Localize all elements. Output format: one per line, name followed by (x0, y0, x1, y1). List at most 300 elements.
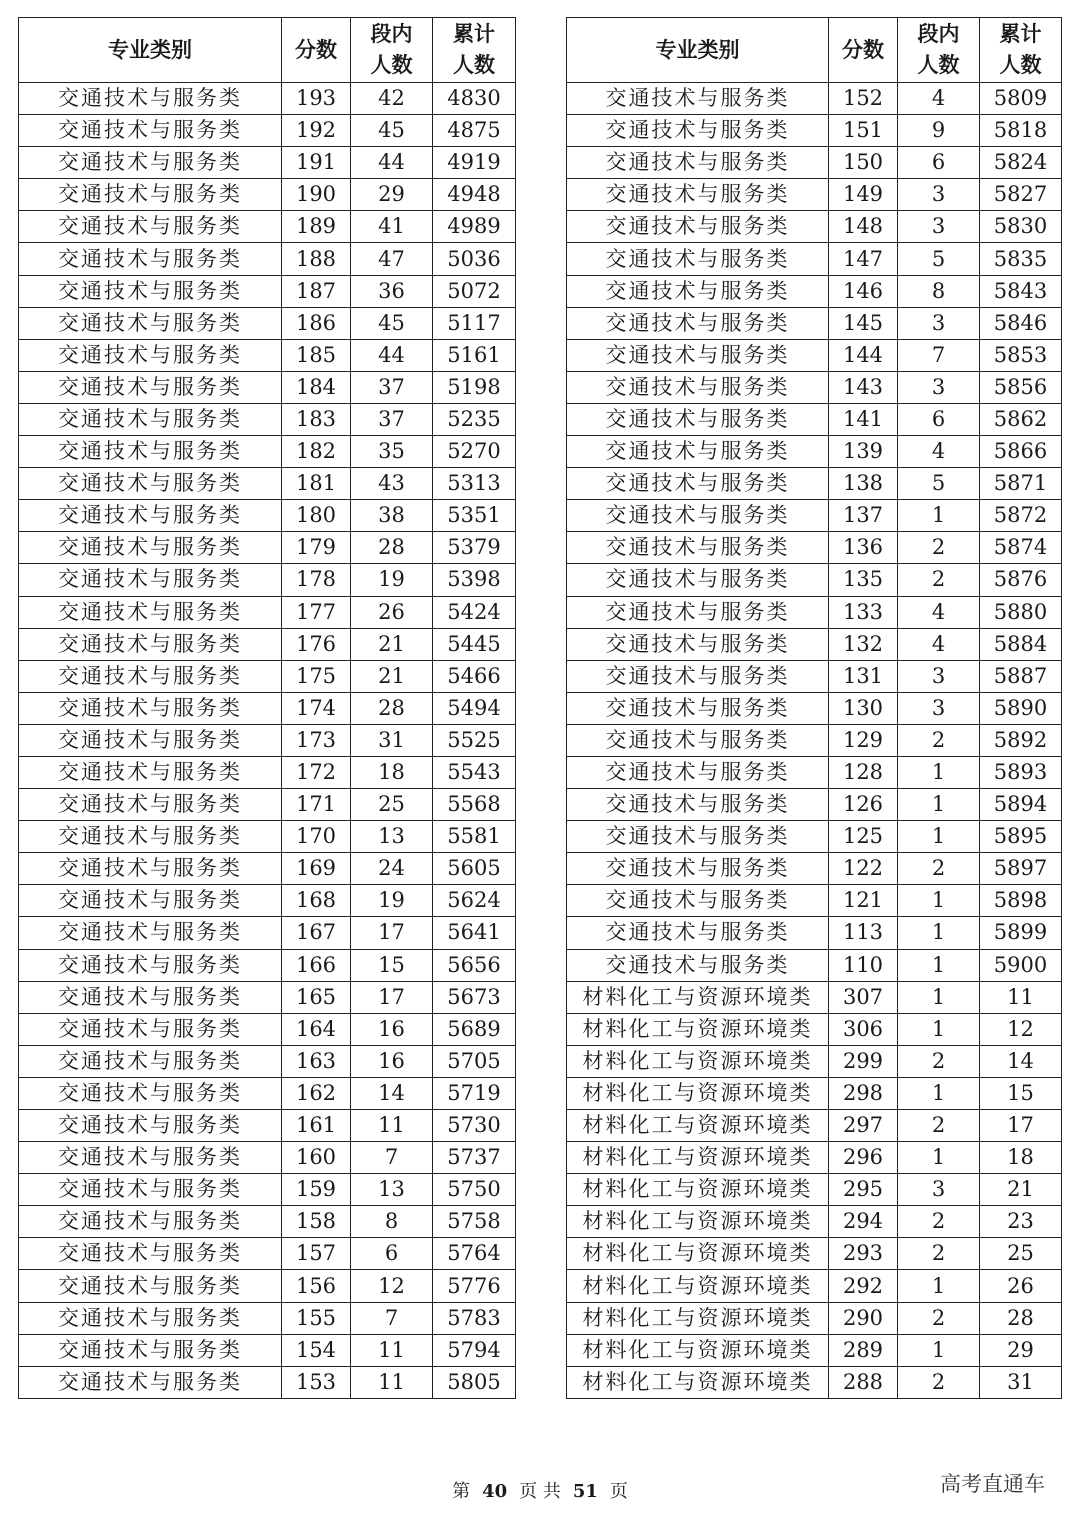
cell-category: 交通技术与服务类 (19, 179, 282, 211)
cell-score: 173 (282, 724, 351, 756)
cell-category: 交通技术与服务类 (19, 1238, 282, 1270)
cell-segment-count: 26 (351, 596, 433, 628)
cell-score: 162 (282, 1077, 351, 1109)
table-row (19, 1174, 516, 1206)
cell-segment-count: 13 (351, 821, 433, 853)
cell-category: 交通技术与服务类 (19, 853, 282, 885)
header-text: 累计 人数 (453, 22, 495, 77)
cell-cumulative-count: 5758 (433, 1206, 516, 1238)
cell-segment-count: 8 (898, 275, 980, 307)
cell-category: 交通技术与服务类 (19, 981, 282, 1013)
table-row (567, 1206, 1062, 1238)
cell-score: 176 (282, 628, 351, 660)
cell-category: 交通技术与服务类 (19, 724, 282, 756)
footer-page-number: 40 (482, 1481, 508, 1502)
cell-category: 交通技术与服务类 (19, 789, 282, 821)
table-row (19, 211, 516, 243)
cell-segment-count: 2 (898, 724, 980, 756)
cell-segment-count: 3 (898, 211, 980, 243)
cell-cumulative-count: 5737 (433, 1142, 516, 1174)
cell-category: 交通技术与服务类 (567, 115, 829, 147)
cell-cumulative-count: 14 (980, 1045, 1062, 1077)
cell-segment-count: 1 (898, 917, 980, 949)
cell-category: 交通技术与服务类 (567, 339, 829, 371)
table-row (19, 1045, 516, 1077)
table-row (567, 436, 1062, 468)
table-header-row (19, 18, 516, 83)
cell-score: 299 (829, 1045, 898, 1077)
footer-mid: 页 共 (519, 1481, 561, 1502)
cell-segment-count: 36 (351, 275, 433, 307)
table-row (567, 1045, 1062, 1077)
cell-segment-count: 3 (898, 307, 980, 339)
cell-score: 181 (282, 468, 351, 500)
table-row (567, 1366, 1062, 1398)
cell-segment-count: 2 (898, 532, 980, 564)
cell-category: 材料化工与资源环境类 (567, 1174, 829, 1206)
cell-score: 137 (829, 500, 898, 532)
cell-category: 交通技术与服务类 (19, 1077, 282, 1109)
cell-segment-count: 2 (898, 853, 980, 885)
cell-score: 135 (829, 564, 898, 596)
table-body-left (19, 83, 516, 1399)
cell-score: 147 (829, 243, 898, 275)
cell-category: 交通技术与服务类 (19, 532, 282, 564)
cell-cumulative-count: 5898 (980, 885, 1062, 917)
cell-score: 192 (282, 115, 351, 147)
cell-category: 交通技术与服务类 (567, 917, 829, 949)
cell-category: 交通技术与服务类 (567, 756, 829, 788)
table-row (567, 83, 1062, 115)
cell-score: 136 (829, 532, 898, 564)
score-table-right (566, 17, 1062, 1399)
cell-segment-count: 21 (351, 628, 433, 660)
cell-cumulative-count: 5900 (980, 949, 1062, 981)
cell-segment-count: 1 (898, 949, 980, 981)
cell-score: 164 (282, 1013, 351, 1045)
cell-segment-count: 1 (898, 1334, 980, 1366)
header-category: 专业类别 (19, 18, 282, 83)
cell-segment-count: 2 (898, 1366, 980, 1398)
cell-score: 187 (282, 275, 351, 307)
cell-score: 157 (282, 1238, 351, 1270)
cell-category: 交通技术与服务类 (19, 917, 282, 949)
cell-cumulative-count: 5884 (980, 628, 1062, 660)
cell-category: 材料化工与资源环境类 (567, 1334, 829, 1366)
cell-segment-count: 1 (898, 789, 980, 821)
cell-cumulative-count: 5895 (980, 821, 1062, 853)
table-row (567, 1013, 1062, 1045)
cell-category: 交通技术与服务类 (19, 1206, 282, 1238)
cell-score: 191 (282, 147, 351, 179)
table-row (567, 917, 1062, 949)
cell-cumulative-count: 5827 (980, 179, 1062, 211)
cell-category: 交通技术与服务类 (567, 147, 829, 179)
cell-score: 186 (282, 307, 351, 339)
cell-score: 171 (282, 789, 351, 821)
cell-segment-count: 11 (351, 1366, 433, 1398)
cell-cumulative-count: 5764 (433, 1238, 516, 1270)
table-row (19, 756, 516, 788)
cell-cumulative-count: 5036 (433, 243, 516, 275)
table-row (19, 500, 516, 532)
cell-category: 交通技术与服务类 (567, 660, 829, 692)
cell-score: 138 (829, 468, 898, 500)
cell-segment-count: 2 (898, 1302, 980, 1334)
cell-segment-count: 14 (351, 1077, 433, 1109)
cell-score: 128 (829, 756, 898, 788)
table-body-right (567, 83, 1062, 1399)
header-text: 段内 人数 (917, 22, 960, 77)
table-row (567, 821, 1062, 853)
cell-score: 182 (282, 436, 351, 468)
cell-score: 159 (282, 1174, 351, 1206)
cell-category: 材料化工与资源环境类 (567, 1206, 829, 1238)
cell-cumulative-count: 5198 (433, 371, 516, 403)
cell-category: 交通技术与服务类 (567, 436, 829, 468)
cell-score: 170 (282, 821, 351, 853)
cell-category: 交通技术与服务类 (567, 724, 829, 756)
table-row (567, 949, 1062, 981)
cell-score: 110 (829, 949, 898, 981)
table-row (19, 1142, 516, 1174)
cell-category: 交通技术与服务类 (567, 596, 829, 628)
cell-category: 材料化工与资源环境类 (567, 1110, 829, 1142)
cell-segment-count: 18 (351, 756, 433, 788)
cell-cumulative-count: 5853 (980, 339, 1062, 371)
cell-cumulative-count: 5673 (433, 981, 516, 1013)
cell-category: 交通技术与服务类 (19, 660, 282, 692)
table-row (19, 596, 516, 628)
cell-cumulative-count: 5897 (980, 853, 1062, 885)
cell-category: 材料化工与资源环境类 (567, 1302, 829, 1334)
cell-score: 165 (282, 981, 351, 1013)
table-row (567, 564, 1062, 596)
table-header-row (567, 18, 1062, 83)
table-row (19, 853, 516, 885)
cell-cumulative-count: 5830 (980, 211, 1062, 243)
cell-cumulative-count: 5899 (980, 917, 1062, 949)
cell-category: 交通技术与服务类 (19, 403, 282, 435)
table-row (567, 468, 1062, 500)
cell-cumulative-count: 5783 (433, 1302, 516, 1334)
cell-cumulative-count: 5887 (980, 660, 1062, 692)
cell-cumulative-count: 5705 (433, 1045, 516, 1077)
cell-category: 交通技术与服务类 (19, 371, 282, 403)
table-row (19, 1302, 516, 1334)
table-row (19, 147, 516, 179)
table-row (19, 1013, 516, 1045)
brand-label: 高考直通车 (940, 1472, 1045, 1496)
cell-segment-count: 38 (351, 500, 433, 532)
cell-score: 131 (829, 660, 898, 692)
cell-category: 交通技术与服务类 (19, 1270, 282, 1302)
table-row (567, 307, 1062, 339)
cell-score: 290 (829, 1302, 898, 1334)
cell-category: 交通技术与服务类 (567, 211, 829, 243)
table-row (19, 628, 516, 660)
cell-category: 交通技术与服务类 (19, 692, 282, 724)
cell-segment-count: 43 (351, 468, 433, 500)
cell-cumulative-count: 5824 (980, 147, 1062, 179)
footer-prefix: 第 (452, 1481, 471, 1502)
table-row (567, 1238, 1062, 1270)
table-row (19, 115, 516, 147)
header-score: 分数 (829, 18, 898, 83)
cell-segment-count: 3 (898, 179, 980, 211)
cell-category: 交通技术与服务类 (19, 756, 282, 788)
cell-segment-count: 4 (898, 83, 980, 115)
cell-cumulative-count: 5805 (433, 1366, 516, 1398)
cell-segment-count: 4 (898, 628, 980, 660)
cell-category: 交通技术与服务类 (19, 628, 282, 660)
table-row (567, 1077, 1062, 1109)
cell-score: 183 (282, 403, 351, 435)
cell-category: 交通技术与服务类 (567, 179, 829, 211)
cell-score: 193 (282, 83, 351, 115)
cell-score: 148 (829, 211, 898, 243)
table-row (19, 339, 516, 371)
cell-segment-count: 12 (351, 1270, 433, 1302)
table-row (567, 179, 1062, 211)
table-row (19, 981, 516, 1013)
cell-cumulative-count: 12 (980, 1013, 1062, 1045)
cell-segment-count: 6 (351, 1238, 433, 1270)
cell-cumulative-count: 5161 (433, 339, 516, 371)
cell-score: 154 (282, 1334, 351, 1366)
cell-cumulative-count: 26 (980, 1270, 1062, 1302)
table-row (19, 724, 516, 756)
cell-cumulative-count: 5072 (433, 275, 516, 307)
cell-segment-count: 7 (351, 1142, 433, 1174)
cell-segment-count: 31 (351, 724, 433, 756)
cell-cumulative-count: 5313 (433, 468, 516, 500)
cell-cumulative-count: 31 (980, 1366, 1062, 1398)
cell-cumulative-count: 5605 (433, 853, 516, 885)
cell-score: 175 (282, 660, 351, 692)
table-row (19, 564, 516, 596)
table-row (567, 532, 1062, 564)
cell-category: 交通技术与服务类 (567, 403, 829, 435)
table-row (19, 1366, 516, 1398)
cell-score: 172 (282, 756, 351, 788)
cell-score: 141 (829, 403, 898, 435)
cell-segment-count: 28 (351, 692, 433, 724)
cell-category: 交通技术与服务类 (19, 1174, 282, 1206)
cell-segment-count: 29 (351, 179, 433, 211)
cell-cumulative-count: 4875 (433, 115, 516, 147)
cell-category: 交通技术与服务类 (19, 500, 282, 532)
cell-segment-count: 2 (898, 1238, 980, 1270)
cell-segment-count: 19 (351, 885, 433, 917)
cell-segment-count: 3 (898, 1174, 980, 1206)
cell-cumulative-count: 5890 (980, 692, 1062, 724)
cell-score: 179 (282, 532, 351, 564)
cell-cumulative-count: 5424 (433, 596, 516, 628)
cell-score: 122 (829, 853, 898, 885)
cell-cumulative-count: 21 (980, 1174, 1062, 1206)
table-row (567, 1334, 1062, 1366)
cell-category: 交通技术与服务类 (19, 1045, 282, 1077)
cell-segment-count: 45 (351, 307, 433, 339)
cell-cumulative-count: 29 (980, 1334, 1062, 1366)
cell-segment-count: 24 (351, 853, 433, 885)
cell-score: 185 (282, 339, 351, 371)
table-row (567, 500, 1062, 532)
table-row (19, 885, 516, 917)
cell-score: 126 (829, 789, 898, 821)
cell-cumulative-count: 5656 (433, 949, 516, 981)
cell-category: 交通技术与服务类 (567, 628, 829, 660)
cell-category: 交通技术与服务类 (19, 147, 282, 179)
header-score: 分数 (282, 18, 351, 83)
cell-score: 125 (829, 821, 898, 853)
table-row (19, 1110, 516, 1142)
cell-cumulative-count: 17 (980, 1110, 1062, 1142)
cell-category: 交通技术与服务类 (19, 1110, 282, 1142)
cell-category: 交通技术与服务类 (567, 468, 829, 500)
table-row (567, 724, 1062, 756)
cell-score: 146 (829, 275, 898, 307)
table-row (19, 1334, 516, 1366)
cell-segment-count: 37 (351, 371, 433, 403)
cell-segment-count: 1 (898, 1142, 980, 1174)
cell-segment-count: 25 (351, 789, 433, 821)
cell-score: 297 (829, 1110, 898, 1142)
cell-category: 交通技术与服务类 (19, 949, 282, 981)
cell-segment-count: 3 (898, 371, 980, 403)
cell-score: 189 (282, 211, 351, 243)
table-row (19, 179, 516, 211)
cell-score: 289 (829, 1334, 898, 1366)
cell-category: 交通技术与服务类 (567, 853, 829, 885)
cell-cumulative-count: 5846 (980, 307, 1062, 339)
cell-cumulative-count: 5843 (980, 275, 1062, 307)
table-row (567, 403, 1062, 435)
table-row (19, 403, 516, 435)
cell-category: 交通技术与服务类 (567, 821, 829, 853)
cell-score: 307 (829, 981, 898, 1013)
cell-score: 294 (829, 1206, 898, 1238)
table-row (567, 115, 1062, 147)
cell-segment-count: 4 (898, 436, 980, 468)
cell-cumulative-count: 4989 (433, 211, 516, 243)
cell-category: 交通技术与服务类 (567, 275, 829, 307)
cell-cumulative-count: 5445 (433, 628, 516, 660)
cell-score: 188 (282, 243, 351, 275)
cell-category: 材料化工与资源环境类 (567, 1013, 829, 1045)
cell-cumulative-count: 5876 (980, 564, 1062, 596)
cell-category: 交通技术与服务类 (19, 596, 282, 628)
cell-score: 155 (282, 1302, 351, 1334)
table-row (567, 596, 1062, 628)
cell-cumulative-count: 5624 (433, 885, 516, 917)
cell-score: 113 (829, 917, 898, 949)
cell-score: 163 (282, 1045, 351, 1077)
cell-category: 交通技术与服务类 (567, 692, 829, 724)
cell-segment-count: 1 (898, 1077, 980, 1109)
header-text: 累计 人数 (999, 22, 1042, 77)
cell-category: 交通技术与服务类 (19, 1013, 282, 1045)
table-row (19, 692, 516, 724)
cell-cumulative-count: 5730 (433, 1110, 516, 1142)
cell-cumulative-count: 5750 (433, 1174, 516, 1206)
cell-category: 交通技术与服务类 (567, 532, 829, 564)
cell-category: 交通技术与服务类 (567, 885, 829, 917)
table-row (567, 243, 1062, 275)
cell-cumulative-count: 5871 (980, 468, 1062, 500)
cell-cumulative-count: 5641 (433, 917, 516, 949)
cell-cumulative-count: 5270 (433, 436, 516, 468)
table-row (567, 147, 1062, 179)
cell-cumulative-count: 5719 (433, 1077, 516, 1109)
cell-score: 180 (282, 500, 351, 532)
cell-category: 交通技术与服务类 (19, 1366, 282, 1398)
cell-cumulative-count: 5525 (433, 724, 516, 756)
cell-cumulative-count: 5117 (433, 307, 516, 339)
cell-cumulative-count: 5880 (980, 596, 1062, 628)
cell-cumulative-count: 5466 (433, 660, 516, 692)
cell-category: 交通技术与服务类 (19, 1142, 282, 1174)
cell-cumulative-count: 11 (980, 981, 1062, 1013)
cell-segment-count: 2 (898, 1110, 980, 1142)
table-row (567, 981, 1062, 1013)
cell-segment-count: 44 (351, 147, 433, 179)
cell-segment-count: 1 (898, 1270, 980, 1302)
table-row (19, 275, 516, 307)
cell-category: 材料化工与资源环境类 (567, 1366, 829, 1398)
cell-segment-count: 5 (898, 243, 980, 275)
cell-cumulative-count: 5809 (980, 83, 1062, 115)
table-row (19, 660, 516, 692)
table-row (19, 1270, 516, 1302)
cell-cumulative-count: 18 (980, 1142, 1062, 1174)
cell-segment-count: 6 (898, 147, 980, 179)
cell-score: 149 (829, 179, 898, 211)
table-row (19, 436, 516, 468)
table-row (19, 1077, 516, 1109)
cell-segment-count: 5 (898, 468, 980, 500)
table-row (19, 1206, 516, 1238)
cell-segment-count: 16 (351, 1045, 433, 1077)
cell-cumulative-count: 5398 (433, 564, 516, 596)
cell-cumulative-count: 4919 (433, 147, 516, 179)
cell-score: 153 (282, 1366, 351, 1398)
table-row (19, 789, 516, 821)
table-row (567, 756, 1062, 788)
cell-cumulative-count: 5893 (980, 756, 1062, 788)
table-row (19, 821, 516, 853)
cell-segment-count: 2 (898, 1045, 980, 1077)
table-row (567, 628, 1062, 660)
cell-segment-count: 17 (351, 917, 433, 949)
cell-score: 161 (282, 1110, 351, 1142)
cell-segment-count: 7 (351, 1302, 433, 1334)
cell-cumulative-count: 4948 (433, 179, 516, 211)
cell-category: 材料化工与资源环境类 (567, 1270, 829, 1302)
cell-score: 306 (829, 1013, 898, 1045)
cell-category: 交通技术与服务类 (19, 468, 282, 500)
cell-cumulative-count: 5235 (433, 403, 516, 435)
cell-segment-count: 9 (898, 115, 980, 147)
cell-score: 292 (829, 1270, 898, 1302)
cell-segment-count: 15 (351, 949, 433, 981)
cell-category: 交通技术与服务类 (19, 885, 282, 917)
cell-cumulative-count: 5543 (433, 756, 516, 788)
cell-score: 184 (282, 371, 351, 403)
table-row (567, 1270, 1062, 1302)
cell-cumulative-count: 5581 (433, 821, 516, 853)
